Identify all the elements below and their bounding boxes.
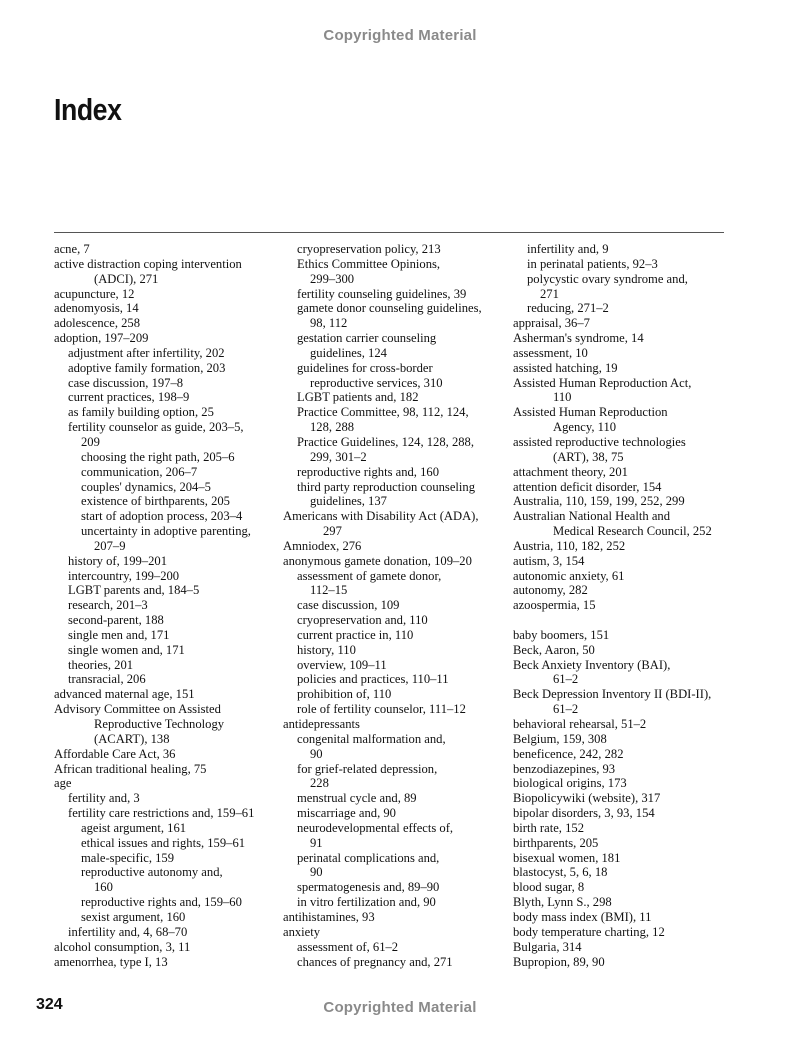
index-entry-continuation: guidelines, 137	[310, 494, 387, 509]
index-entry	[513, 628, 735, 643]
index-entry-line: Austria, 110, 182, 252	[513, 538, 626, 553]
index-entry	[283, 717, 505, 732]
index-entry-line: adenomyosis, 14	[54, 301, 139, 316]
index-entry	[54, 955, 276, 970]
index-entry-line: in perinatal patients, 92–3	[527, 256, 658, 271]
index-entry-line: theories, 201	[68, 657, 134, 672]
index-entry-line: research, 201–3	[68, 598, 148, 613]
index-entry-line: adoptive family formation, 203	[68, 360, 226, 375]
index-subentry	[283, 762, 505, 792]
index-entry	[513, 895, 735, 910]
index-entry-line: autonomy, 282	[513, 583, 588, 598]
index-entry-line: active distraction coping intervention	[54, 256, 242, 271]
index-entry-line: Ethics Committee Opinions,	[297, 256, 441, 271]
index-entry	[513, 910, 735, 925]
index-entry-continuation: 110	[553, 390, 572, 405]
index-entry	[513, 821, 735, 836]
watermark-bottom: Copyrighted Material	[323, 999, 477, 1016]
index-entry-line: Blyth, Lynn S., 298	[513, 895, 612, 910]
index-entry	[283, 910, 505, 925]
index-subentry	[283, 569, 505, 599]
index-entry	[54, 940, 276, 955]
index-entry	[513, 717, 735, 732]
index-entry-line: ethical issues and rights, 159–61	[81, 835, 246, 850]
index-subentry	[283, 687, 505, 702]
index-entry-continuation: (ADCI), 271	[94, 271, 159, 286]
index-entry	[513, 539, 735, 554]
index-entry-line: Assisted Human Reproduction Act,	[513, 375, 692, 390]
index-subentry	[54, 598, 276, 613]
index-entry-line: guidelines for cross-border	[297, 360, 433, 375]
index-entry-continuation: 160	[94, 880, 113, 895]
letter-group-gap	[513, 613, 735, 628]
index-entry-line: autonomic anxiety, 61	[513, 568, 625, 583]
index-entry-line: fertility and, 3	[68, 791, 140, 806]
index-entry-line: Amniodex, 276	[283, 538, 362, 553]
index-subentry	[54, 628, 276, 643]
index-entry	[513, 955, 735, 970]
index-entry-line: Advisory Committee on Assisted	[54, 702, 221, 717]
index-entry-line: Beck, Aaron, 50	[513, 642, 595, 657]
index-entry-continuation: 90	[310, 746, 323, 761]
index-entry-line: polycystic ovary syndrome and,	[527, 271, 688, 286]
index-entry-continuation: 61–2	[553, 672, 579, 687]
index-entry-continuation: 299–300	[310, 271, 355, 286]
index-subentry	[513, 242, 735, 257]
index-subentry	[54, 346, 276, 361]
index-entry-line: blastocyst, 5, 6, 18	[513, 865, 608, 880]
index-entry-line: appraisal, 36–7	[513, 316, 590, 331]
index-subentry	[283, 287, 505, 302]
index-subentry	[54, 895, 276, 910]
index-subentry	[54, 361, 276, 376]
index-column-1	[54, 242, 276, 969]
index-entry	[513, 747, 735, 762]
index-entry-line: couples' dynamics, 204–5	[81, 479, 211, 494]
index-entry-line: adoption, 197–209	[54, 331, 149, 346]
index-entry-line: Bupropion, 89, 90	[513, 954, 605, 969]
index-entry	[54, 316, 276, 331]
index-entry	[54, 287, 276, 302]
index-subentry	[54, 450, 276, 465]
index-subentry	[513, 301, 735, 316]
index-entry	[513, 331, 735, 346]
index-entry-line: intercountry, 199–200	[68, 568, 180, 583]
index-subentry	[54, 405, 276, 420]
index-entry-line: anxiety	[283, 924, 321, 939]
index-entry-line: adjustment after infertility, 202	[68, 345, 225, 360]
index-subentry	[54, 658, 276, 673]
index-entry-line: LGBT parents and, 184–5	[68, 583, 200, 598]
index-entry-continuation: 207–9	[94, 538, 126, 553]
index-entry-continuation: Reproductive Technology	[94, 717, 225, 731]
index-entry-line: cryopreservation policy, 213	[297, 242, 441, 256]
index-entry-continuation: Agency, 110	[553, 420, 617, 435]
index-entry	[54, 747, 276, 762]
index-subentry	[54, 480, 276, 495]
index-entry-line: history, 110	[297, 642, 356, 657]
index-entry-line: Affordable Care Act, 36	[54, 746, 176, 761]
index-entry	[513, 851, 735, 866]
index-entry	[513, 791, 735, 806]
index-entry-line: assessment of, 61–2	[297, 939, 399, 954]
index-subentry	[54, 672, 276, 687]
index-entry	[513, 361, 735, 376]
index-entry-line: advanced maternal age, 151	[54, 687, 195, 702]
index-column-3	[513, 242, 735, 969]
index-entry	[513, 940, 735, 955]
index-entry-line: attention deficit disorder, 154	[513, 479, 662, 494]
index-entry	[54, 687, 276, 702]
index-entry-line: uncertainty in adoptive parenting,	[81, 524, 251, 539]
index-entry-line: behavioral rehearsal, 51–2	[513, 717, 647, 731]
index-entry-line: history of, 199–201	[68, 553, 167, 568]
index-entry-line: overview, 109–11	[297, 657, 387, 672]
index-subentry	[54, 465, 276, 480]
index-entry-continuation: 98, 112	[310, 316, 348, 331]
index-entry-line: role of fertility counselor, 111–12	[297, 702, 466, 717]
index-entry-continuation: 61–2	[553, 702, 579, 717]
index-entry-line: African traditional healing, 75	[54, 761, 207, 776]
index-entry-line: Practice Guidelines, 124, 128, 288,	[297, 434, 474, 449]
index-subentry	[283, 465, 505, 480]
index-subentry	[283, 242, 505, 257]
index-entry-line: Australia, 110, 159, 199, 252, 299	[513, 494, 685, 509]
index-subentry	[283, 598, 505, 613]
index-entry-line: fertility counselor as guide, 203–5,	[68, 420, 244, 435]
index-entry-line: male-specific, 159	[81, 850, 175, 865]
index-entry-continuation: 128, 288	[310, 420, 355, 435]
index-entry-line: choosing the right path, 205–6	[81, 449, 235, 464]
index-entry	[513, 643, 735, 658]
index-entry-line: perinatal complications and,	[297, 850, 440, 865]
index-entry	[513, 316, 735, 331]
index-entry-line: infertility and, 4, 68–70	[68, 924, 188, 939]
index-entry	[54, 301, 276, 316]
index-entry-line: communication, 206–7	[81, 464, 198, 479]
index-entry	[513, 762, 735, 777]
index-entry-line: biological origins, 173	[513, 776, 627, 791]
index-entry-line: single women and, 171	[68, 642, 185, 657]
index-entry-line: neurodevelopmental effects of,	[297, 820, 454, 835]
index-subentry	[54, 569, 276, 584]
index-subentry	[54, 821, 276, 836]
index-entry	[513, 346, 735, 361]
index-subentry	[54, 643, 276, 658]
index-entry-line: age	[54, 776, 72, 791]
index-entry-line: Australian National Health and	[513, 509, 671, 524]
index-entry	[513, 732, 735, 747]
index-entry-line: Biopolicywiki (website), 317	[513, 791, 661, 806]
index-entry-line: adolescence, 258	[54, 316, 141, 331]
index-entry-line: current practice in, 110	[297, 627, 414, 642]
index-entry	[513, 435, 735, 465]
index-entry-line: antihistamines, 93	[283, 909, 375, 924]
index-entry-line: gestation carrier counseling	[297, 331, 437, 346]
index-entry-line: LGBT patients and, 182	[297, 390, 419, 405]
index-subentry	[283, 851, 505, 881]
index-subentry	[283, 390, 505, 405]
index-entry-line: bipolar disorders, 3, 93, 154	[513, 806, 655, 821]
index-entry-line: amenorrhea, type I, 13	[54, 954, 168, 969]
index-entry-line: for grief-related depression,	[297, 761, 438, 776]
index-subentry	[54, 806, 276, 821]
index-entry-line: Americans with Disability Act (ADA),	[283, 509, 479, 524]
index-subentry	[54, 390, 276, 405]
index-subentry	[283, 791, 505, 806]
watermark-top: Copyrighted Material	[323, 27, 477, 44]
index-entry-line: assessment of gamete donor,	[297, 568, 442, 583]
index-entry-line: existence of birthparents, 205	[81, 494, 230, 509]
index-entry-continuation: reproductive services, 310	[310, 375, 443, 390]
index-subentry	[54, 851, 276, 866]
index-entry-line: case discussion, 109	[297, 598, 400, 613]
index-entry-line: Practice Committee, 98, 112, 124,	[297, 405, 469, 420]
index-entry-continuation: 297	[323, 524, 342, 539]
index-entry-continuation: 299, 301–2	[310, 449, 367, 464]
index-entry-line: acupuncture, 12	[54, 286, 135, 301]
title-divider	[54, 232, 724, 233]
index-entry-line: bisexual women, 181	[513, 850, 621, 865]
index-entry-continuation: 91	[310, 835, 323, 850]
index-subentry	[54, 910, 276, 925]
index-subentry	[54, 376, 276, 391]
index-entry	[513, 480, 735, 495]
index-entry-line: fertility care restrictions and, 159–61	[68, 806, 255, 821]
page-title: Index	[54, 92, 122, 127]
index-entry-line: gamete donor counseling guidelines,	[297, 301, 482, 316]
index-entry	[513, 925, 735, 940]
index-entry-line: as family building option, 25	[68, 405, 214, 420]
index-entry-line: birthparents, 205	[513, 835, 599, 850]
index-entry-line: Beck Depression Inventory II (BDI-II),	[513, 687, 712, 702]
index-subentry	[283, 405, 505, 435]
index-entry-continuation: 271	[540, 286, 559, 301]
index-entry-line: Asherman's syndrome, 14	[513, 331, 644, 346]
index-entry-continuation: (ACART), 138	[94, 731, 170, 746]
index-subentry	[283, 628, 505, 643]
index-entry	[54, 331, 276, 346]
index-subentry	[283, 821, 505, 851]
index-subentry	[513, 272, 735, 302]
index-entry	[283, 509, 505, 539]
index-entry-continuation: guidelines, 124	[310, 345, 387, 360]
index-subentry	[54, 420, 276, 450]
index-entry	[513, 658, 735, 688]
index-entry-line: assisted reproductive technologies	[513, 434, 686, 449]
index-entry-continuation: 209	[81, 434, 100, 449]
index-subentry	[54, 925, 276, 940]
index-entry-line: benzodiazepines, 93	[513, 761, 616, 776]
index-subentry	[283, 331, 505, 361]
index-subentry	[54, 509, 276, 524]
index-entry-line: fertility counseling guidelines, 39	[297, 286, 467, 301]
index-subentry	[283, 880, 505, 895]
index-subentry	[283, 613, 505, 628]
index-entry-line: Belgium, 159, 308	[513, 731, 607, 746]
index-entry-line: beneficence, 242, 282	[513, 746, 624, 761]
index-entry	[513, 806, 735, 821]
index-subentry	[54, 494, 276, 509]
index-entry-line: body mass index (BMI), 11	[513, 909, 652, 924]
index-subentry	[283, 301, 505, 331]
index-entry-line: assisted hatching, 19	[513, 360, 618, 375]
index-entry-line: current practices, 198–9	[68, 390, 190, 405]
index-entry-line: reproductive rights and, 160	[297, 464, 439, 479]
index-entry	[513, 509, 735, 539]
index-entry	[283, 925, 505, 940]
index-entry	[513, 598, 735, 613]
index-entry	[513, 405, 735, 435]
index-entry-line: congenital malformation and,	[297, 731, 446, 746]
index-entry-line: reproductive autonomy and,	[81, 865, 223, 880]
index-subentry	[283, 257, 505, 287]
index-entry-line: in vitro fertilization and, 90	[297, 895, 436, 910]
index-subentry	[54, 865, 276, 895]
index-entry-line: Assisted Human Reproduction	[513, 405, 668, 420]
index-subentry	[283, 658, 505, 673]
index-entry-continuation: 228	[310, 776, 329, 791]
index-entry-line: second-parent, 188	[68, 613, 164, 628]
index-entry-line: third party reproduction counseling	[297, 479, 476, 494]
index-entry	[283, 539, 505, 554]
index-entry	[54, 702, 276, 747]
index-entry-line: prohibition of, 110	[297, 687, 392, 702]
index-entry-line: anonymous gamete donation, 109–20	[283, 553, 472, 568]
index-entry	[513, 494, 735, 509]
index-subentry	[283, 955, 505, 970]
index-entry-line: reproductive rights and, 159–60	[81, 895, 242, 910]
index-entry	[513, 376, 735, 406]
index-column-2	[283, 242, 505, 969]
index-subentry	[283, 732, 505, 762]
index-entry-line: single men and, 171	[68, 627, 170, 642]
index-entry	[54, 776, 276, 791]
index-entry-line: ageist argument, 161	[81, 820, 187, 835]
index-entry-line: body temperature charting, 12	[513, 924, 665, 939]
index-entry-line: assessment, 10	[513, 345, 588, 360]
index-entry-line: blood sugar, 8	[513, 880, 585, 895]
index-subentry	[283, 806, 505, 821]
index-entry	[54, 762, 276, 777]
index-entry-line: cryopreservation and, 110	[297, 613, 428, 628]
index-subentry	[54, 836, 276, 851]
index-entry-continuation: 90	[310, 865, 323, 880]
index-entry-line: policies and practices, 110–11	[297, 672, 449, 687]
index-subentry	[283, 643, 505, 658]
index-entry	[54, 257, 276, 287]
index-subentry	[54, 791, 276, 806]
index-entry-line: azoospermia, 15	[513, 598, 596, 613]
index-subentry	[54, 583, 276, 598]
index-entry-line: miscarriage and, 90	[297, 806, 396, 821]
index-entry	[513, 465, 735, 480]
index-entry-line: autism, 3, 154	[513, 553, 585, 568]
index-subentry	[283, 480, 505, 510]
page-number: 324	[36, 996, 63, 1013]
index-entry-line: infertility and, 9	[527, 242, 609, 256]
index-entry-line: acne, 7	[54, 242, 90, 256]
index-entry	[513, 687, 735, 717]
index-entry-line: antidepressants	[283, 717, 360, 731]
index-subentry	[54, 554, 276, 569]
index-subentry	[283, 435, 505, 465]
index-entry-line: transracial, 206	[68, 672, 146, 687]
index-entry-line: menstrual cycle and, 89	[297, 791, 417, 806]
index-entry	[513, 569, 735, 584]
index-entry-line: baby boomers, 151	[513, 627, 610, 642]
index-entry	[513, 583, 735, 598]
index-entry	[513, 776, 735, 791]
index-entry-line: start of adoption process, 203–4	[81, 509, 243, 524]
index-entry-line: attachment theory, 201	[513, 464, 628, 479]
index-entry-line: reducing, 271–2	[527, 301, 609, 316]
index-entry	[513, 554, 735, 569]
index-subentry	[283, 702, 505, 717]
index-subentry	[283, 940, 505, 955]
index-entry-line: Beck Anxiety Inventory (BAI),	[513, 657, 671, 672]
index-entry-line: case discussion, 197–8	[68, 375, 184, 390]
index-entry-continuation: (ART), 38, 75	[553, 449, 624, 464]
index-subentry	[283, 361, 505, 391]
index-entry-continuation: Medical Research Council, 252	[553, 524, 712, 539]
index-entry	[54, 242, 276, 257]
index-entry-line: chances of pregnancy and, 271	[297, 954, 453, 969]
index-entry-line: sexist argument, 160	[81, 909, 186, 924]
index-subentry	[54, 524, 276, 554]
index-entry-line: alcohol consumption, 3, 11	[54, 939, 191, 954]
index-entry	[513, 836, 735, 851]
index-entry-continuation: 112–15	[310, 583, 348, 598]
index-subentry	[283, 895, 505, 910]
index-entry	[283, 554, 505, 569]
index-subentry	[513, 257, 735, 272]
index-entry	[513, 880, 735, 895]
index-subentry	[54, 613, 276, 628]
index-entry-line: Bulgaria, 314	[513, 939, 582, 954]
index-subentry	[283, 672, 505, 687]
index-entry-line: spermatogenesis and, 89–90	[297, 880, 440, 895]
index-entry-line: birth rate, 152	[513, 820, 584, 835]
index-entry	[513, 865, 735, 880]
